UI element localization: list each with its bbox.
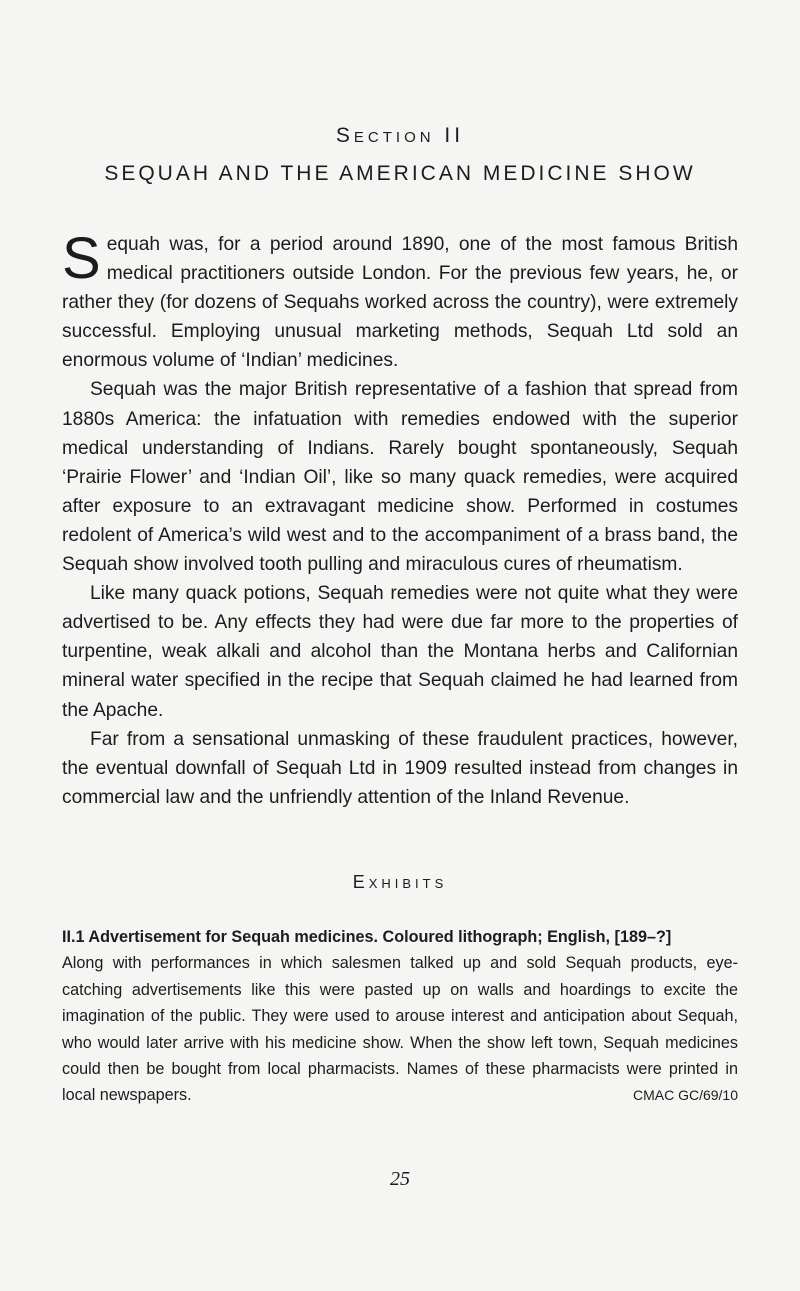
paragraph-1	[62, 226, 738, 375]
dropcap-letter: S	[62, 226, 101, 291]
exhibit-heading: II.1 Advertisement for Sequah medicines. Coloured lithograph; English, [189–?]	[62, 928, 672, 946]
page-number: 25	[390, 1168, 410, 1190]
section-title: SEQUAH AND THE AMERICAN MEDICINE SHOW	[104, 162, 696, 185]
paragraph-3: Like many quack potions, Sequah remedies were not quite what they were advertised to be. Any effects they had were due far more to the properties of turpentine, weak alkali and alcohol than the Montana herbs and Californian mineral water specified in the recipe that Sequah claimed he had learned from the Apache.	[62, 583, 738, 721]
exhibit-item	[62, 924, 738, 1109]
body-text	[62, 226, 738, 812]
paragraph-1-text: equah was, for a period around 1890, one of the most famous British medical practitioners outside London. For the previous few years, he, or rather they (for dozens of Sequahs worked across the country), were extremely successful. Employing unusual marketing methods, Sequah Ltd sold an enormous volume of ‘Indian’ medicines.	[62, 234, 738, 372]
exhibit-description	[62, 950, 738, 1108]
exhibits-label: Exhibits	[352, 872, 448, 892]
paragraph-4: Far from a sensational unmasking of these fraudulent practices, however, the eventual downfall of Sequah Ltd in 1909 resulted instead from changes in commercial law and the unfriendly attention of the Inland Revenue.	[62, 728, 738, 808]
exhibit-description-text: Along with performances in which salesmen talked up and sold Sequah products, eye-catching advertisements like this were pasted up on walls and hoardings to excite the imagination of the public. They were used to arouse interest and anticipation about Sequah, who would later arrive with his medicine show. When the show left town, Sequah medicines could then be bought from local pharmacists. Names of these pharmacists were printed in local newspapers.	[62, 954, 738, 1105]
paragraph-2: Sequah was the major British representative of a fashion that spread from 1880s America: the infatuation with remedies endowed with the superior medical understanding of Indians. Rarely bought spontaneously, Sequah ‘Prairie Flower’ and ‘Indian Oil’, like so many quack remedies, were acquired after exposure to an extravagant medicine show. Performed in costumes redolent of America’s wild west and to the accompaniment of a brass band, the Sequah show involved tooth pulling and miraculous cures of rheumatism.	[62, 379, 738, 576]
section-label: Section II	[335, 124, 465, 147]
exhibit-reference: CMAC GC/69/10	[632, 1087, 738, 1104]
